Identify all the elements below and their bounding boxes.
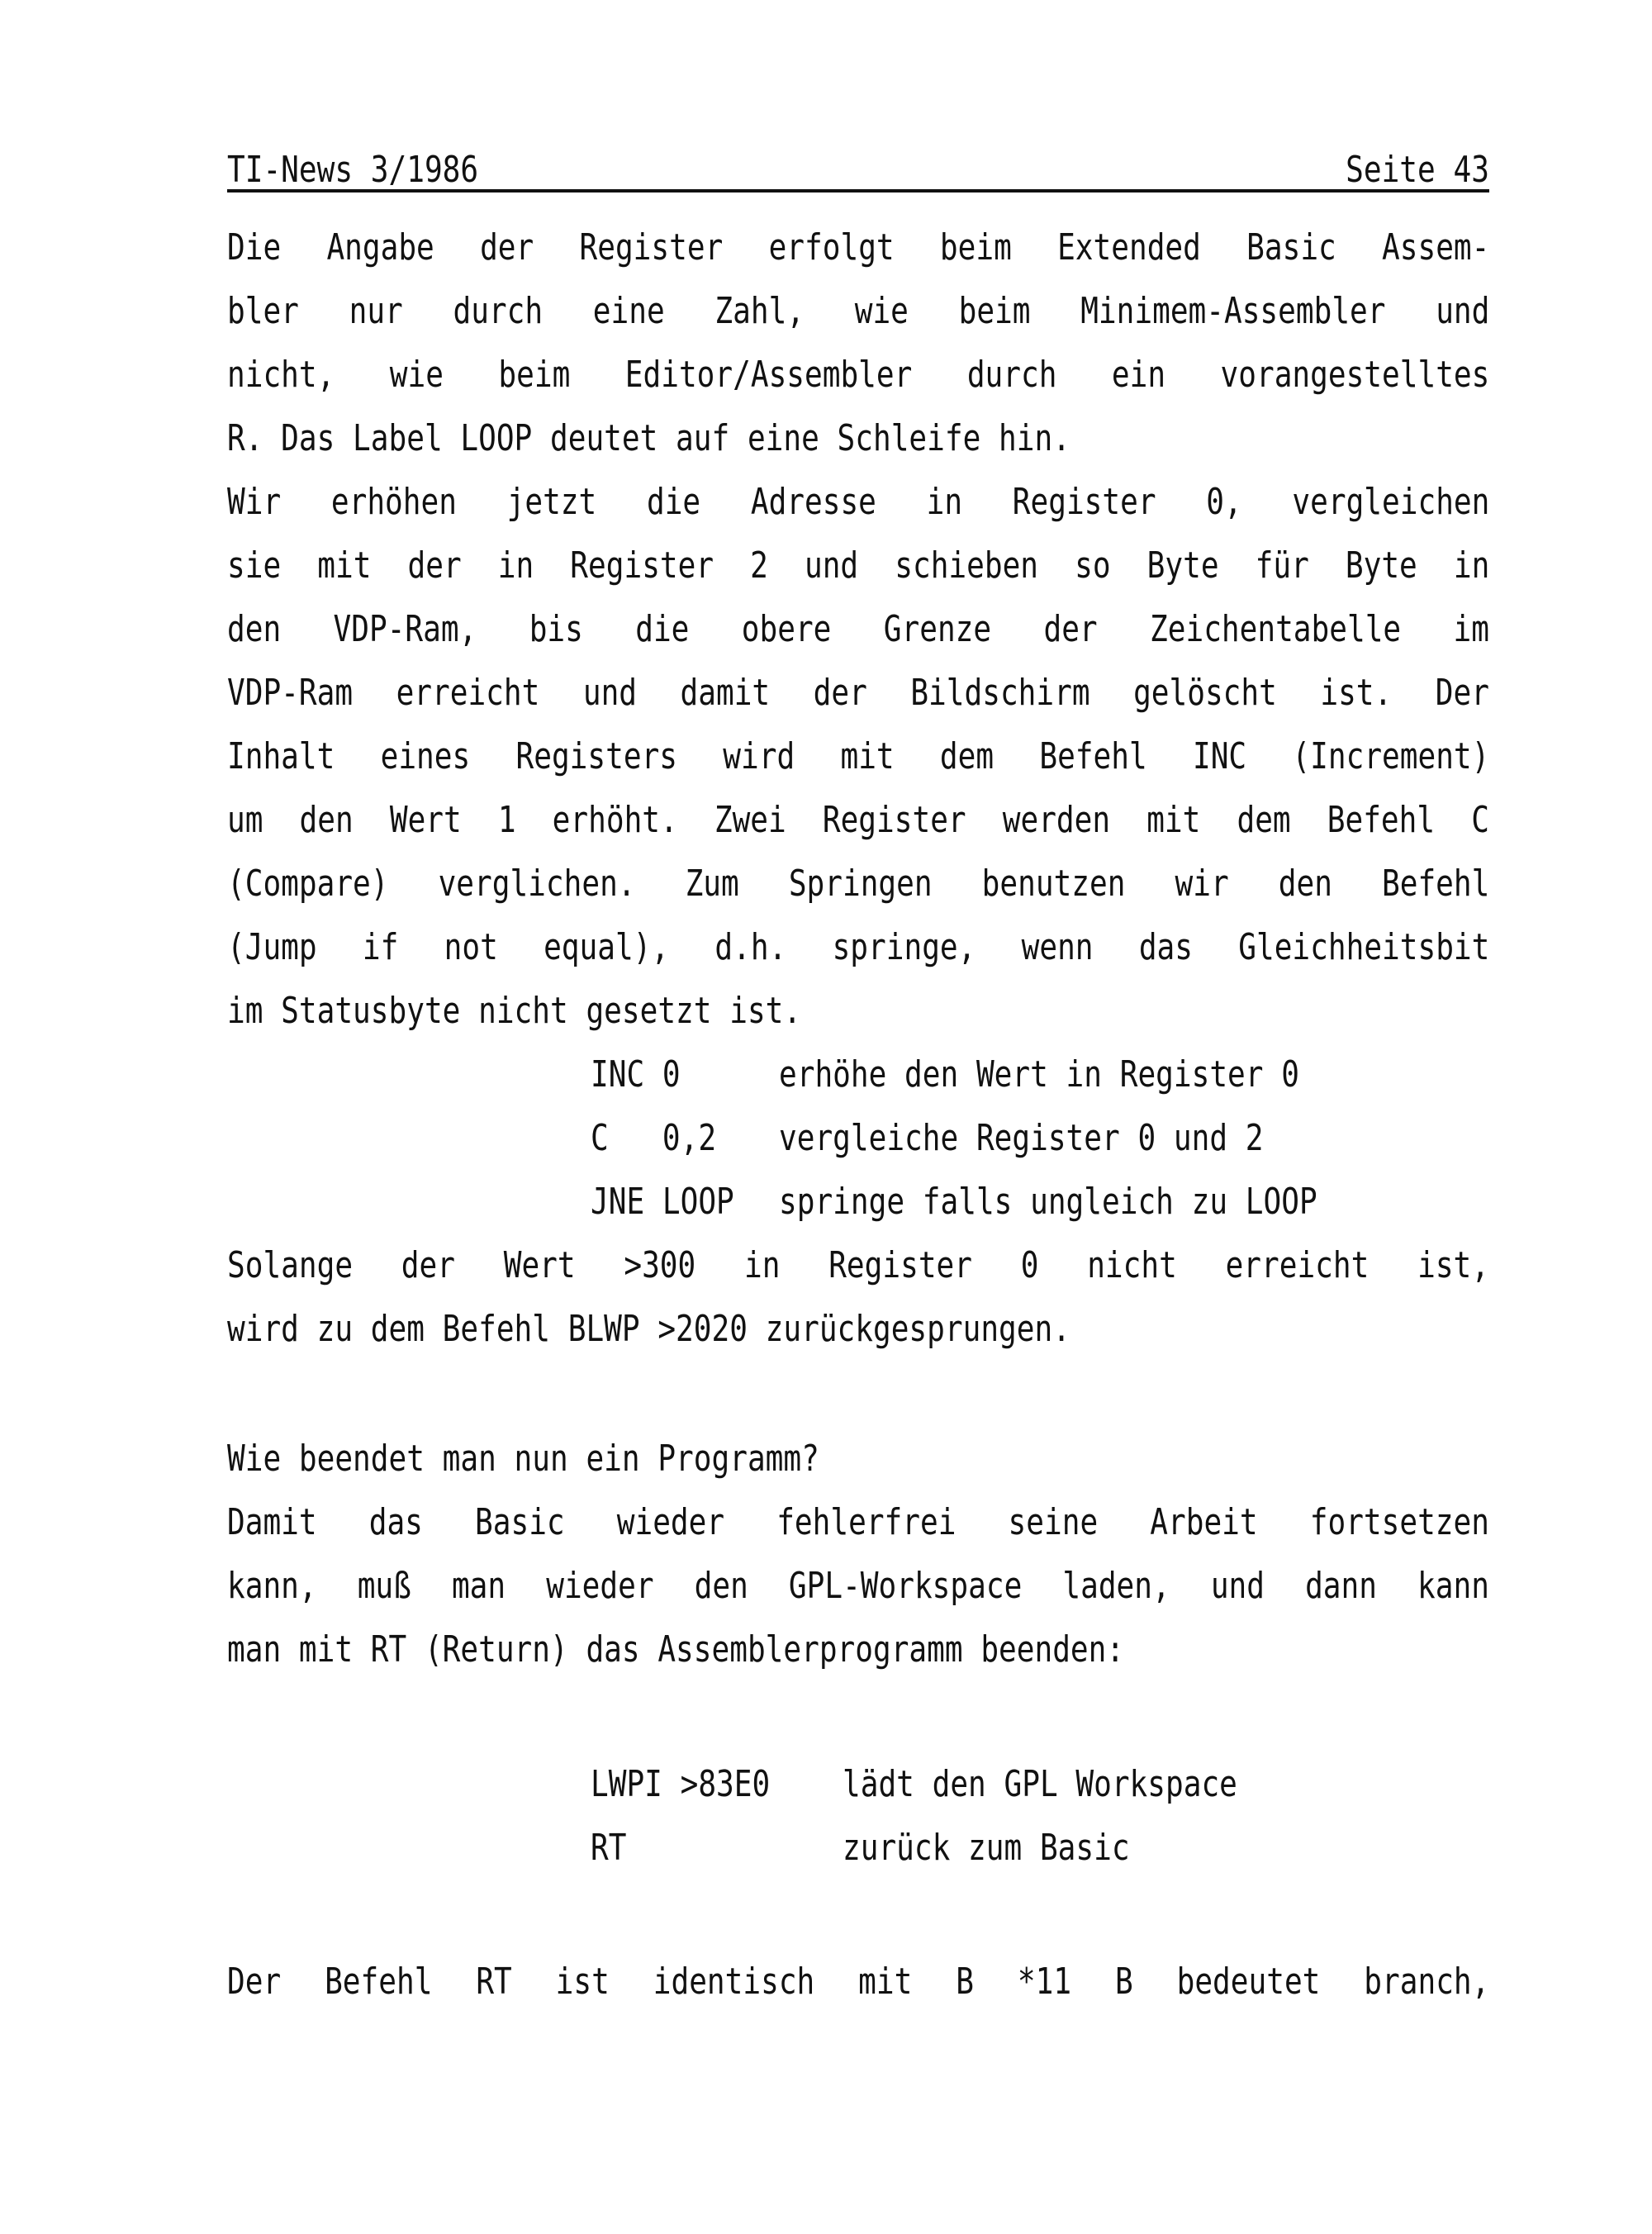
code-comment: zurück zum Basic: [843, 1827, 1130, 1869]
code-line: [227, 1114, 1489, 1163]
code-comment: vergleiche Register 0 und 2: [779, 1117, 1264, 1159]
text-line: Solange der Wert >300 in Register 0 nicht erreicht ist,: [227, 1244, 1489, 1286]
text-line: wird zu dem Befehl BLWP >2020 zurückgesprungen.: [227, 1308, 1070, 1350]
header-rule: [227, 189, 1489, 193]
code-line: [227, 1760, 1489, 1809]
text-line: um den Wert 1 erhöht. Zwei Register werden mit dem Befehl C: [227, 799, 1489, 841]
text-line: (Jump if not equal), d.h. springe, wenn das Gleichheitsbit: [227, 926, 1490, 968]
code-line: [227, 1177, 1489, 1227]
text-line: sie mit der in Register 2 und schieben so Byte für Byte in: [227, 544, 1490, 587]
code-instruction: INC 0: [591, 1053, 681, 1096]
text-line: Die Angabe der Register erfolgt beim Extended Basic Assem-: [227, 226, 1490, 269]
code-instruction: RT: [591, 1827, 627, 1869]
page-header: [227, 139, 1489, 191]
text-line: Der Befehl RT ist identisch mit B *11 B bedeutet branch,: [227, 1961, 1490, 2003]
code-instruction: JNE LOOP: [591, 1181, 734, 1223]
text-line: VDP-Ram erreicht und damit der Bildschirm gelöscht ist. Der: [227, 672, 1489, 714]
code-line: [227, 1823, 1489, 1873]
code-comment: erhöhe den Wert in Register 0: [779, 1053, 1299, 1096]
publication-title: TI-News 3/1986: [227, 149, 479, 191]
code-comment: springe falls ungleich zu LOOP: [779, 1181, 1317, 1223]
text-line: nicht, wie beim Editor/Assembler durch ein vorangestelltes: [227, 354, 1490, 396]
text-line: R. Das Label LOOP deutet auf eine Schleife hin.: [227, 417, 1070, 459]
page-number: Seite 43: [1346, 149, 1489, 191]
text-line: den VDP-Ram, bis die obere Grenze der Zeichentabelle im: [227, 608, 1489, 650]
code-line: [227, 1050, 1489, 1100]
text-line: Inhalt eines Registers wird mit dem Befehl INC (Increment): [227, 735, 1490, 777]
text-line: (Compare) verglichen. Zum Springen benutzen wir den Befehl: [227, 863, 1490, 905]
code-comment: lädt den GPL Workspace: [843, 1763, 1237, 1805]
code-instruction: C 0,2: [591, 1117, 717, 1159]
text-line: man mit RT (Return) das Assemblerprogramm beenden:: [227, 1628, 1125, 1671]
code-instruction: LWPI >83E0: [591, 1763, 771, 1805]
text-line: Damit das Basic wieder fehlerfrei seine Arbeit fortsetzen: [227, 1501, 1489, 1543]
text-line: bler nur durch eine Zahl, wie beim Minimem-Assembler und: [227, 290, 1490, 332]
text-line: im Statusbyte nicht gesetzt ist.: [227, 990, 802, 1032]
section-question: Wie beendet man nun ein Programm?: [227, 1438, 819, 1480]
text-line: kann, muß man wieder den GPL-Workspace laden, und dann kann: [227, 1565, 1489, 1607]
text-line: Wir erhöhen jetzt die Adresse in Register 0, vergleichen: [227, 481, 1490, 523]
